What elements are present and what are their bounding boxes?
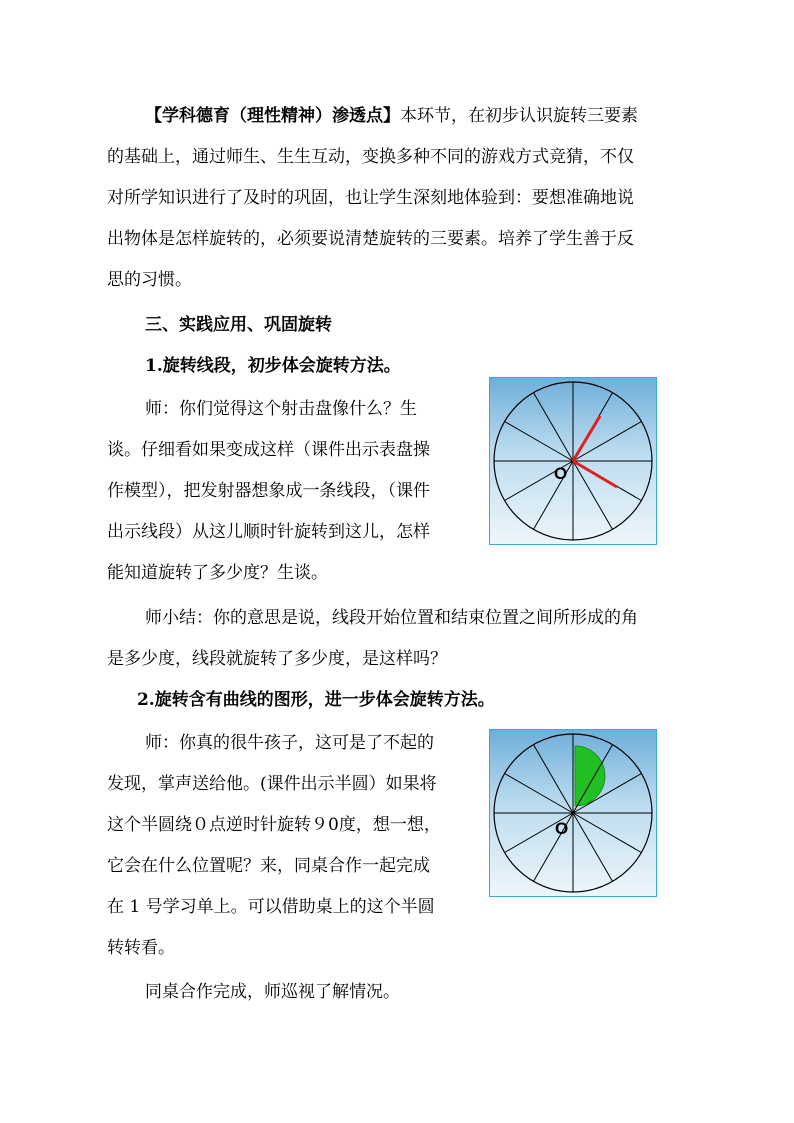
para1-line2: 的基础上，通过师生、生生互动，变换多种不同的游戏方式竞猜，不仅 [107,147,634,167]
item1-heading: 1.旋转线段，初步体会旋转方法。 [145,356,401,376]
item2-line6: 转转看。 [107,938,175,958]
dial-spoke [534,393,574,461]
item1-line3: 作模型），把发射器想象成一条线段，（课件 [107,481,430,501]
dial-spoke [573,813,613,881]
para1-line1-rest: 本环节，在初步认识旋转三要素 [400,106,638,126]
segment-start-position [573,416,600,461]
item1-line2: 谈。仔细看如果变成这样（课件出示表盘操 [107,440,430,460]
item1-line4: 出示线段）从这儿顺时针旋转到这儿，怎样 [107,522,430,542]
item2-line2: 发现，掌声送给他。(课件出示半圆）如果将 [107,774,437,794]
dial-svg-1 [490,378,656,544]
dial-spoke [505,422,573,462]
item1-line1: 师：你们觉得这个射击盘像什么？生 [145,399,417,419]
dial-figure-semicircle [489,729,657,897]
segment-end-position [573,461,617,487]
para1-line4: 出物体是怎样旋转的，必须要说清楚旋转的三要素。培养了学生善于反 [107,229,634,249]
item1-line5: 能知道旋转了多少度？生谈。 [107,563,328,583]
item2-closing: 同桌合作完成，师巡视了解情况。 [145,982,400,1002]
para1-bold-lead: 【学科德育（理性精神）渗透点】 [145,106,400,126]
para1-line3: 对所学知识进行了及时的巩固，也让学生深刻地体验到：要想准确地说 [107,188,634,208]
center-label-o: O [554,464,568,483]
item1-summary-line1: 师小结：你的意思是说，线段开始位置和结束位置之间所形成的角 [145,608,638,628]
para1-line5: 思的习惯。 [107,270,192,290]
section3-heading: 三、实践应用、巩固旋转 [145,315,332,335]
item2-line4: 它会在什么位置呢？来，同桌合作一起完成 [107,856,430,876]
center-label-o: O [555,819,569,838]
dial-svg-2 [490,730,656,896]
dial-figure-line-segment [489,377,657,545]
item1-summary-line2: 是多少度，线段就旋转了多少度，是这样吗？ [107,649,447,669]
item2-line1: 师：你真的很牛孩子，这可是了不起的 [145,733,434,753]
dial-spoke [505,774,573,814]
item2-heading: 2.旋转含有曲线的图形，进一步体会旋转方法。 [137,690,495,710]
item2-line3: 这个半圆绕０点逆时针旋转９0度，想一想， [107,815,441,835]
item2-line5: 在 1 号学习单上。可以借助桌上的这个半圆 [107,897,435,917]
dial-spoke [534,745,574,813]
dial-spoke [573,813,641,853]
para1-line1 [145,104,638,128]
